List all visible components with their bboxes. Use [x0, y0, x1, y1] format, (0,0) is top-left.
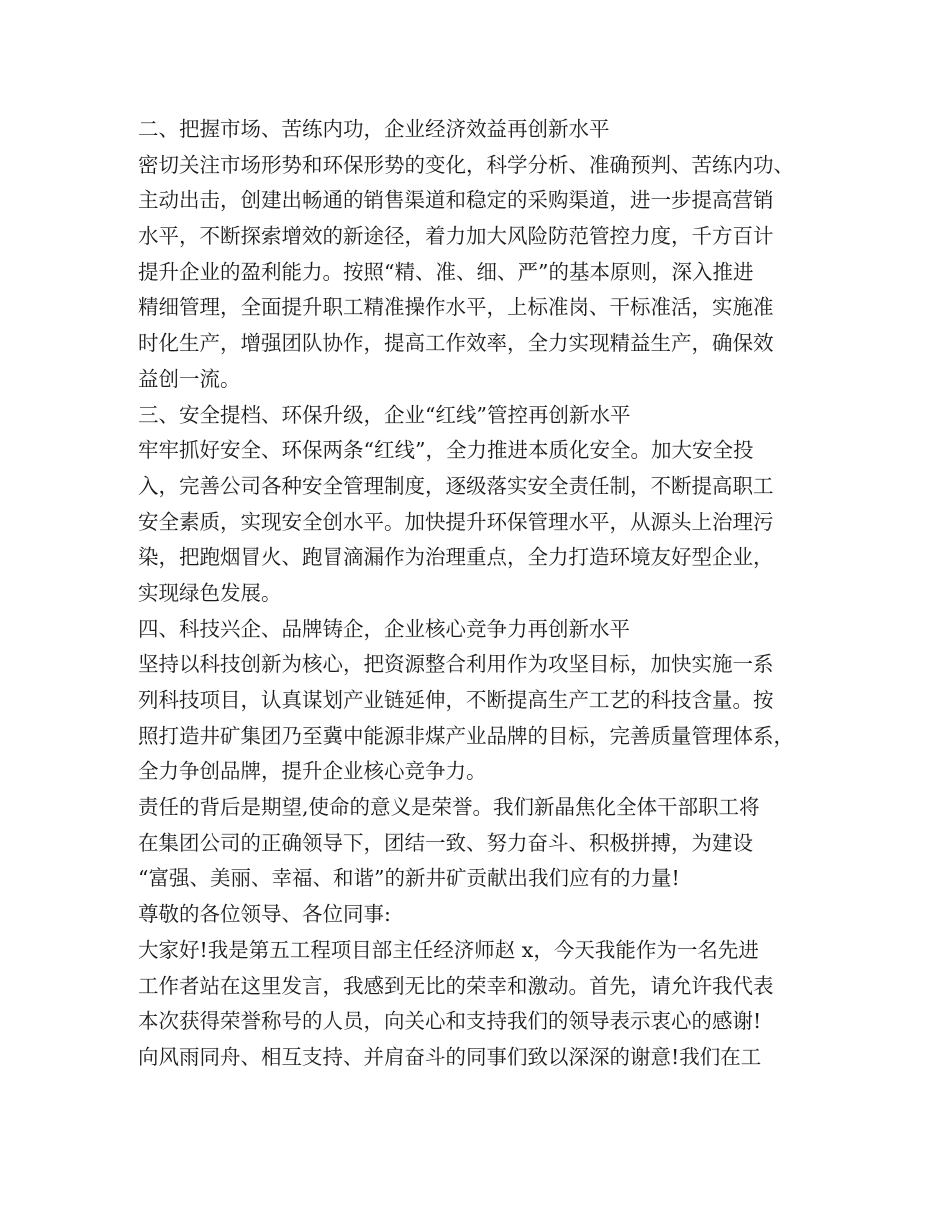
section-heading-2: 二、把握市场、苦练内功，企业经济效益再创新水平: [138, 117, 610, 141]
text-line: 时化生产，增强团队协作，提高工作效率，全力实现精益生产，确保效: [138, 331, 774, 356]
text-line: 水平，不断探索增效的新途径，着力加大风险防范管控力度，千方百计: [138, 224, 774, 249]
text-line: 坚持以科技创新为核心，把资源整合利用作为攻坚目标，加快实施一系: [138, 652, 774, 677]
text-line: 责任的背后是期望,使命的意义是荣誉。我们新晶焦化全体干部职工将: [138, 795, 760, 820]
text-line: 列科技项目，认真谋划产业链延伸，不断提高生产工艺的科技含量。按: [138, 688, 774, 712]
document-body: [138, 112, 838, 1076]
text-line: 提升企业的盈利能力。按照“精、准、细、严”的基本原则，深入推进: [138, 259, 754, 284]
text-line: 益创一流。: [138, 366, 241, 391]
salutation: 尊敬的各位领导、各位同事:: [138, 902, 391, 927]
section-heading-3: 三、安全提档、环保升级，企业“红线”管控再创新水平: [138, 402, 631, 427]
text-line: 照打造井矿集团乃至冀中能源非煤产业品牌的目标，完善质量管理体系，: [138, 723, 794, 748]
text-line: 工作者站在这里发言，我感到无比的荣幸和激动。首先，请允许我代表: [138, 973, 774, 998]
text-line: 本次获得荣誉称号的人员，向关心和支持我们的领导表示衷心的感谢!: [138, 1009, 762, 1034]
section-heading-4: 四、科技兴企、品牌铸企，企业核心竞争力再创新水平: [138, 616, 630, 641]
text-line: 密切关注市场形势和环保形势的变化，科学分析、准确预判、苦练内功、: [138, 152, 794, 177]
text-line: 实现绿色发展。: [138, 580, 282, 605]
text-line: 向风雨同舟、相互支持、并肩奋斗的同事们致以深深的谢意!我们在工: [138, 1044, 762, 1069]
text-line: 染，把跑烟冒火、跑冒滴漏作为治理重点，全力打造环境友好型企业，: [138, 545, 774, 570]
text-line: 牢牢抓好安全、环保两条“红线”，全力推进本质化安全。加大安全投: [138, 438, 754, 463]
text-line: 全力争创品牌，提升企业核心竞争力。: [138, 759, 487, 784]
text-line: 入，完善公司各种安全管理制度，逐级落实安全责任制，不断提高职工: [138, 473, 774, 498]
text-line: 精细管理，全面提升职工精准操作水平，上标准岗、干标准活，实施准: [138, 295, 774, 320]
text-line: 主动出击，创建出畅通的销售渠道和稳定的采购渠道，进一步提高营销: [138, 188, 774, 213]
text-line: “富强、美丽、幸福、和谐”的新井矿贡献出我们应有的力量!: [138, 866, 680, 891]
text-line: 在集团公司的正确领导下，团结一致、努力奋斗、积极拼搏，为建设: [138, 830, 753, 855]
text-line: 安全素质，实现安全创水平。加快提升环保管理水平，从源头上治理污: [138, 509, 774, 534]
text-line: 大家好!我是第五工程项目部主任经济师赵 x，今天我能作为一名先进: [138, 937, 759, 962]
